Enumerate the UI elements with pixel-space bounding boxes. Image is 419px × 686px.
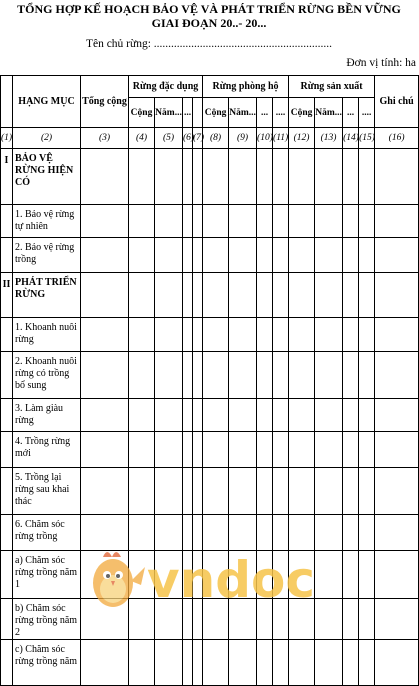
data-cell[interactable] <box>315 432 343 468</box>
data-cell[interactable] <box>229 238 257 273</box>
owner-label: Tên chủ rừng: .............................................................. <box>85 38 333 50</box>
table-row <box>1 238 419 273</box>
row-label: 6. Chăm sóc rừng trồng <box>13 515 81 551</box>
row-number: I <box>1 149 13 205</box>
data-cell[interactable] <box>129 640 155 686</box>
data-cell[interactable] <box>183 399 193 432</box>
row-label: 2. Khoanh nuôi rừng có trồng bổ sung <box>13 352 81 399</box>
data-cell[interactable] <box>359 551 375 599</box>
data-cell[interactable] <box>203 432 229 468</box>
index-cell: (13) <box>315 128 343 149</box>
data-cell[interactable] <box>129 273 155 318</box>
row-number <box>1 238 13 273</box>
data-cell[interactable] <box>359 273 375 318</box>
data-cell[interactable] <box>81 149 129 205</box>
data-cell[interactable] <box>273 468 289 515</box>
data-cell[interactable] <box>183 318 193 352</box>
data-cell[interactable] <box>273 352 289 399</box>
data-cell[interactable] <box>315 468 343 515</box>
row-label: a) Chăm sóc rừng trồng năm 1 <box>13 551 81 599</box>
data-cell[interactable] <box>155 640 183 686</box>
data-cell[interactable] <box>229 432 257 468</box>
data-cell[interactable] <box>289 399 315 432</box>
data-cell[interactable] <box>289 273 315 318</box>
data-cell[interactable] <box>229 468 257 515</box>
data-cell[interactable] <box>359 318 375 352</box>
index-cell: (16) <box>375 128 419 149</box>
data-cell[interactable] <box>81 640 129 686</box>
row-label: c) Chăm sóc rừng trồng năm <box>13 640 81 686</box>
data-cell[interactable] <box>203 640 229 686</box>
data-cell[interactable] <box>343 399 359 432</box>
header-production: Rừng sản xuất <box>289 76 375 98</box>
data-cell[interactable] <box>273 432 289 468</box>
row-label: b) Chăm sóc rừng trồng năm 2 <box>13 599 81 640</box>
data-cell[interactable] <box>289 205 315 238</box>
data-cell[interactable] <box>155 238 183 273</box>
data-cell[interactable] <box>375 205 419 238</box>
data-cell[interactable] <box>375 238 419 273</box>
data-cell[interactable] <box>289 238 315 273</box>
row-label: 2. Bảo vệ rừng trồng <box>13 238 81 273</box>
data-cell[interactable] <box>203 238 229 273</box>
table-row <box>1 468 419 515</box>
data-cell[interactable] <box>81 399 129 432</box>
row-number <box>1 515 13 551</box>
table-row <box>1 273 419 318</box>
header-dots: ... <box>257 98 273 128</box>
row-label: BẢO VỆ RỪNG HIỆN CÓ <box>13 149 81 205</box>
data-cell[interactable] <box>183 238 193 273</box>
index-cell: (5) <box>155 128 183 149</box>
data-cell[interactable] <box>193 432 203 468</box>
document-title <box>0 2 418 30</box>
data-cell[interactable] <box>81 238 129 273</box>
data-cell[interactable] <box>229 273 257 318</box>
index-cell: (14) <box>343 128 359 149</box>
header-dots: .... <box>273 98 289 128</box>
data-cell[interactable] <box>229 352 257 399</box>
index-cell: (12) <box>289 128 315 149</box>
data-cell[interactable] <box>257 238 273 273</box>
data-cell[interactable] <box>183 432 193 468</box>
header-note: Ghi chú <box>375 76 419 128</box>
data-cell[interactable] <box>315 205 343 238</box>
data-cell[interactable] <box>229 399 257 432</box>
index-cell: (7) <box>193 128 203 149</box>
data-cell[interactable] <box>359 149 375 205</box>
data-cell[interactable] <box>343 318 359 352</box>
index-row <box>1 128 419 149</box>
index-cell: (6) <box>183 128 193 149</box>
row-number <box>1 352 13 399</box>
data-cell[interactable] <box>359 468 375 515</box>
data-cell[interactable] <box>359 238 375 273</box>
table-row <box>1 149 419 205</box>
index-cell: (9) <box>229 128 257 149</box>
data-cell[interactable] <box>203 273 229 318</box>
data-cell[interactable] <box>315 273 343 318</box>
title-line-2: GIAI ĐOẠN 20..- 20... <box>151 16 267 30</box>
header-year: Năm... <box>155 98 183 128</box>
index-cell: (10) <box>257 128 273 149</box>
data-cell[interactable] <box>273 149 289 205</box>
data-cell[interactable] <box>193 352 203 399</box>
data-cell[interactable] <box>375 551 419 599</box>
row-number <box>1 432 13 468</box>
index-cell: (3) <box>81 128 129 149</box>
data-cell[interactable] <box>343 273 359 318</box>
data-cell[interactable] <box>155 399 183 432</box>
data-cell[interactable] <box>155 432 183 468</box>
data-cell[interactable] <box>155 318 183 352</box>
table-row <box>1 205 419 238</box>
data-cell[interactable] <box>315 318 343 352</box>
row-label: PHÁT TRIỂN RỪNG <box>13 273 81 318</box>
row-number <box>1 205 13 238</box>
data-cell[interactable] <box>81 273 129 318</box>
vndoc-watermark <box>85 545 325 615</box>
data-cell[interactable] <box>343 432 359 468</box>
data-cell[interactable] <box>81 318 129 352</box>
row-label: 3. Làm giàu rừng <box>13 399 81 432</box>
data-cell[interactable] <box>343 238 359 273</box>
data-cell[interactable] <box>193 273 203 318</box>
row-label: 1. Bảo vệ rừng tự nhiên <box>13 205 81 238</box>
data-cell[interactable] <box>343 468 359 515</box>
header-num-blank <box>1 76 13 128</box>
data-cell[interactable] <box>359 205 375 238</box>
unit-label: Đơn vị tính: ha <box>346 57 416 69</box>
data-cell[interactable] <box>129 238 155 273</box>
header-blank <box>193 98 203 128</box>
data-cell[interactable] <box>375 432 419 468</box>
data-cell[interactable] <box>203 205 229 238</box>
data-cell[interactable] <box>257 318 273 352</box>
data-cell[interactable] <box>289 149 315 205</box>
header-sum: Cộng <box>289 98 315 128</box>
data-cell[interactable] <box>81 205 129 238</box>
data-cell[interactable] <box>375 273 419 318</box>
data-cell[interactable] <box>203 399 229 432</box>
data-cell[interactable] <box>359 352 375 399</box>
row-label: 5. Trồng lại rừng sau khai thác <box>13 468 81 515</box>
index-cell: (11) <box>273 128 289 149</box>
data-cell[interactable] <box>155 352 183 399</box>
data-cell[interactable] <box>375 599 419 640</box>
header-total: Tổng cộng <box>81 76 129 128</box>
data-cell[interactable] <box>81 468 129 515</box>
data-cell[interactable] <box>375 640 419 686</box>
data-cell[interactable] <box>183 149 193 205</box>
data-cell[interactable] <box>343 640 359 686</box>
data-cell[interactable] <box>315 399 343 432</box>
data-cell[interactable] <box>193 399 203 432</box>
data-cell[interactable] <box>343 352 359 399</box>
data-cell[interactable] <box>257 640 273 686</box>
data-cell[interactable] <box>193 149 203 205</box>
data-cell[interactable] <box>129 205 155 238</box>
data-cell[interactable] <box>289 432 315 468</box>
index-cell: (8) <box>203 128 229 149</box>
header-protective: Rừng phòng hộ <box>203 76 289 98</box>
data-cell[interactable] <box>359 399 375 432</box>
data-cell[interactable] <box>375 352 419 399</box>
watermark-text: vndoc <box>147 551 315 609</box>
table-row <box>1 352 419 399</box>
data-cell[interactable] <box>375 318 419 352</box>
index-cell: (1) <box>1 128 13 149</box>
data-cell[interactable] <box>273 399 289 432</box>
data-cell[interactable] <box>359 640 375 686</box>
row-number <box>1 551 13 599</box>
data-cell[interactable] <box>129 399 155 432</box>
header-year: Năm... <box>315 98 343 128</box>
header-dots: .... <box>359 98 375 128</box>
data-cell[interactable] <box>257 205 273 238</box>
header-dots: ... <box>343 98 359 128</box>
data-cell[interactable] <box>81 352 129 399</box>
data-cell[interactable] <box>315 640 343 686</box>
data-cell[interactable] <box>273 318 289 352</box>
data-cell[interactable] <box>81 432 129 468</box>
header-year: Năm... <box>229 98 257 128</box>
data-cell[interactable] <box>229 149 257 205</box>
header-special: Rừng đặc dụng <box>129 76 203 98</box>
data-cell[interactable] <box>129 432 155 468</box>
data-cell[interactable] <box>183 273 193 318</box>
data-cell[interactable] <box>155 468 183 515</box>
data-cell[interactable] <box>193 238 203 273</box>
index-cell: (2) <box>13 128 81 149</box>
row-label: 4. Trồng rừng mới <box>13 432 81 468</box>
data-cell[interactable] <box>257 432 273 468</box>
data-cell[interactable] <box>273 238 289 273</box>
data-cell[interactable] <box>257 468 273 515</box>
data-cell[interactable] <box>273 640 289 686</box>
row-number: II <box>1 273 13 318</box>
header-sum: Cộng <box>203 98 229 128</box>
data-cell[interactable] <box>203 149 229 205</box>
data-cell[interactable] <box>183 640 193 686</box>
data-cell[interactable] <box>193 468 203 515</box>
data-cell[interactable] <box>359 599 375 640</box>
data-cell[interactable] <box>375 468 419 515</box>
table-row <box>1 318 419 352</box>
data-cell[interactable] <box>155 149 183 205</box>
data-cell[interactable] <box>129 318 155 352</box>
data-cell[interactable] <box>193 318 203 352</box>
data-cell[interactable] <box>359 515 375 551</box>
title-line-1: TỔNG HỢP KẾ HOẠCH BẢO VỆ VÀ PHÁT TRIỂN RỪNG BỀN VỮNG <box>17 2 401 16</box>
data-cell[interactable] <box>229 640 257 686</box>
data-cell[interactable] <box>257 149 273 205</box>
data-cell[interactable] <box>229 318 257 352</box>
data-cell[interactable] <box>183 352 193 399</box>
data-cell[interactable] <box>289 468 315 515</box>
data-cell[interactable] <box>343 599 359 640</box>
data-cell[interactable] <box>315 352 343 399</box>
data-cell[interactable] <box>375 149 419 205</box>
row-label: 1. Khoanh nuôi rừng <box>13 318 81 352</box>
table-row <box>1 640 419 686</box>
data-cell[interactable] <box>203 468 229 515</box>
data-cell[interactable] <box>193 205 203 238</box>
data-cell[interactable] <box>129 352 155 399</box>
data-cell[interactable] <box>129 468 155 515</box>
data-cell[interactable] <box>375 399 419 432</box>
data-cell[interactable] <box>193 640 203 686</box>
row-number <box>1 599 13 640</box>
table-row <box>1 399 419 432</box>
data-cell[interactable] <box>257 273 273 318</box>
row-number <box>1 318 13 352</box>
row-number <box>1 640 13 686</box>
data-cell[interactable] <box>289 318 315 352</box>
header-item: HẠNG MỤC <box>13 76 81 128</box>
data-cell[interactable] <box>343 551 359 599</box>
data-cell[interactable] <box>315 149 343 205</box>
data-cell[interactable] <box>129 149 155 205</box>
data-cell[interactable] <box>273 273 289 318</box>
header-dots: ... <box>183 98 193 128</box>
row-number <box>1 468 13 515</box>
data-cell[interactable] <box>273 205 289 238</box>
data-cell[interactable] <box>359 432 375 468</box>
row-number <box>1 399 13 432</box>
data-cell[interactable] <box>375 515 419 551</box>
index-cell: (15) <box>359 128 375 149</box>
data-cell[interactable] <box>343 205 359 238</box>
data-cell[interactable] <box>257 352 273 399</box>
data-cell[interactable] <box>155 205 183 238</box>
data-cell[interactable] <box>289 352 315 399</box>
data-cell[interactable] <box>257 399 273 432</box>
data-cell[interactable] <box>203 318 229 352</box>
data-cell[interactable] <box>343 515 359 551</box>
data-cell[interactable] <box>315 238 343 273</box>
data-cell[interactable] <box>183 468 193 515</box>
header-sum: Cộng <box>129 98 155 128</box>
data-cell[interactable] <box>229 205 257 238</box>
data-cell[interactable] <box>155 273 183 318</box>
data-cell[interactable] <box>183 205 193 238</box>
table-row <box>1 432 419 468</box>
data-cell[interactable] <box>289 640 315 686</box>
index-cell: (4) <box>129 128 155 149</box>
data-cell[interactable] <box>203 352 229 399</box>
mascot-icon <box>93 552 145 607</box>
data-cell[interactable] <box>343 149 359 205</box>
